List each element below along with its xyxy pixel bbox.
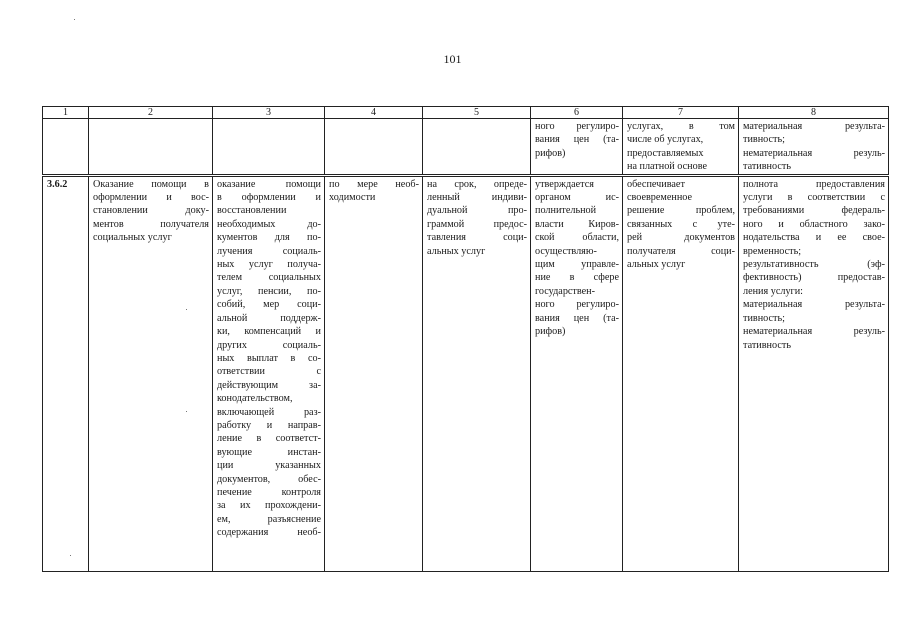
cell-text-line: ходимости [329,192,376,204]
cell-text-line: результативность (эф- [743,259,885,271]
column-header: 4 [325,107,423,119]
cell-text-line: документов, обес- [217,473,321,485]
cell-text-line: материальная результа- [743,299,885,311]
column-header: 2 [89,107,213,119]
cell-text-line: предоставляемых [627,147,704,159]
cell-text-line: на платной основе [627,161,707,173]
cell-text-line: оказание помощи [217,178,321,190]
cell-text-line: ем, разъяснение [217,513,321,525]
cell-text-line: тативность [743,161,791,173]
table-cell [739,119,889,176]
cell-text-line: ки, компенсаций и [217,326,321,338]
scan-speck [186,309,187,310]
scan-speck [186,411,187,412]
cell-text-line: тивность; [743,312,785,324]
cell-text-line: фективность) предостав- [743,272,885,284]
cell-text-line: рей документов [627,232,735,244]
cell-text-line: полнота предоставления [743,178,885,190]
cell-text-line: в оформлении и [217,192,321,204]
cell-text-line: власти Киров- [535,218,619,230]
cell-text-line: тивность; [743,134,785,146]
cell-text-line: органом ис- [535,192,619,204]
column-header: 1 [43,107,89,119]
cell-text-line: рифов) [535,326,566,338]
page-number: 101 [443,52,462,66]
cell-text-line: печение контроля [217,486,321,498]
cell-text-line: ление в соответст- [217,433,321,445]
cell-text-line: ответствии с [217,366,321,378]
cell-text-line: нематериальная резуль- [743,147,885,159]
cell-text-line: решение проблем, [627,205,735,217]
table-cell [213,119,325,176]
column-header: 5 [423,107,531,119]
cell-text-line: Оказание помощи в [93,178,209,190]
cell-text-line: ных выплат в со- [217,352,321,364]
cell-text-line: включающей раз- [217,406,321,418]
cell-text-line: социальных услуг [93,232,172,244]
cell-text-line: услуги в соответствии с [743,192,885,204]
scan-speck [70,555,71,556]
service-number-cell [43,175,89,571]
cell-text-line: ного регулиро- [535,299,619,311]
cell-text-line: осуществляю- [535,245,597,257]
cell-text-line: ленный индиви- [427,192,527,204]
cell-text-line: ние в сфере [535,272,619,284]
cell-text-line: рифов) [535,147,566,159]
cell-text-line: альных услуг [627,259,686,271]
cell-text-line: временность; [743,245,802,257]
cell-text-line: щим управле- [535,259,619,271]
cell-text-line: ных услуг получа- [217,259,321,271]
cell-text-line: требованиями федераль- [743,205,885,217]
service-term-cell [423,175,531,571]
service-cost-cell [531,175,623,571]
cell-text-line: связанных с уте- [627,218,735,230]
service-conditions-cell [623,175,739,571]
cell-text-line: телем социальных [217,272,321,284]
cell-text-line: полнительной [535,205,597,217]
cell-text-line: нематериальная резуль- [743,326,885,338]
services-table [42,106,889,572]
cell-text-line: ментов получателя [93,218,209,230]
cell-text-line: услугах, в том [627,121,735,132]
cell-text-line: материальная результа- [743,121,885,132]
table-cell [325,119,423,176]
cell-text-line: ской области, [535,232,619,244]
cell-text-line: тавления соци- [427,232,527,244]
cell-text-line: становлении доку- [93,205,209,217]
cell-text-line: оформлении и вос- [93,192,209,204]
cell-text-line: своевременное [627,192,693,204]
column-header: 6 [531,107,623,119]
service-frequency-cell [325,175,423,571]
cell-text-line: содержания необ- [217,527,321,539]
column-header: 3 [213,107,325,119]
column-header: 7 [623,107,739,119]
cell-text-line: альных услуг [427,245,486,257]
cell-text-line: кументов для по- [217,232,321,244]
table-cell [89,119,213,176]
cell-text-line: граммой предос- [427,218,527,230]
cell-text-line: государствен- [535,285,595,297]
cell-text-line: вания цен (та- [535,312,619,324]
cell-text-line: конодательством, [217,393,293,405]
cell-text-line: утверждается [535,178,594,190]
cell-text-line: получателя соци- [627,245,735,257]
cell-text-line: за их прохождени- [217,500,321,512]
service-description-cell [213,175,325,571]
table-cell [623,119,739,176]
table-header-row [43,107,889,119]
service-name-cell [89,175,213,571]
table-cell [531,119,623,176]
cell-text-line: необходимых до- [217,218,321,230]
cell-text-line: вующие инстан- [217,446,321,458]
cell-text-line: работку и направ- [217,419,321,431]
table-row [43,175,889,571]
cell-text-line: по мере необ- [329,178,419,190]
cell-text-line: лучения социаль- [217,245,321,257]
cell-text-line: ного регулиро- [535,121,619,132]
cell-text-line: восстановлении [217,205,287,217]
cell-text-line: вания цен (та- [535,134,619,146]
scan-speck [74,19,75,20]
cell-text-line: тативность [743,339,791,351]
column-header: 8 [739,107,889,119]
cell-text-line: других социаль- [217,339,321,351]
cell-text-line: ления услуги: [743,285,803,297]
cell-text-line: услуг, пенсии, по- [217,285,321,297]
table-row-continuation [43,119,889,176]
cell-text-line: действующим за- [217,379,321,391]
cell-text-line: ции указанных [217,460,321,472]
service-quality-cell [739,175,889,571]
cell-text-line: ного и областного зако- [743,218,885,230]
cell-text-line: дуальной про- [427,205,527,217]
cell-text-line: числе об услугах, [627,134,704,146]
cell-text-line: 3.6.2 [47,178,68,190]
cell-text-line: альной поддерж- [217,312,321,324]
table-cell [43,119,89,176]
cell-text-line: на срок, опреде- [427,178,527,190]
cell-text-line: обеспечивает [627,178,685,190]
cell-text-line: собий, мер соци- [217,299,321,311]
cell-text-line: нодательства и ее свое- [743,232,885,244]
table-cell [423,119,531,176]
